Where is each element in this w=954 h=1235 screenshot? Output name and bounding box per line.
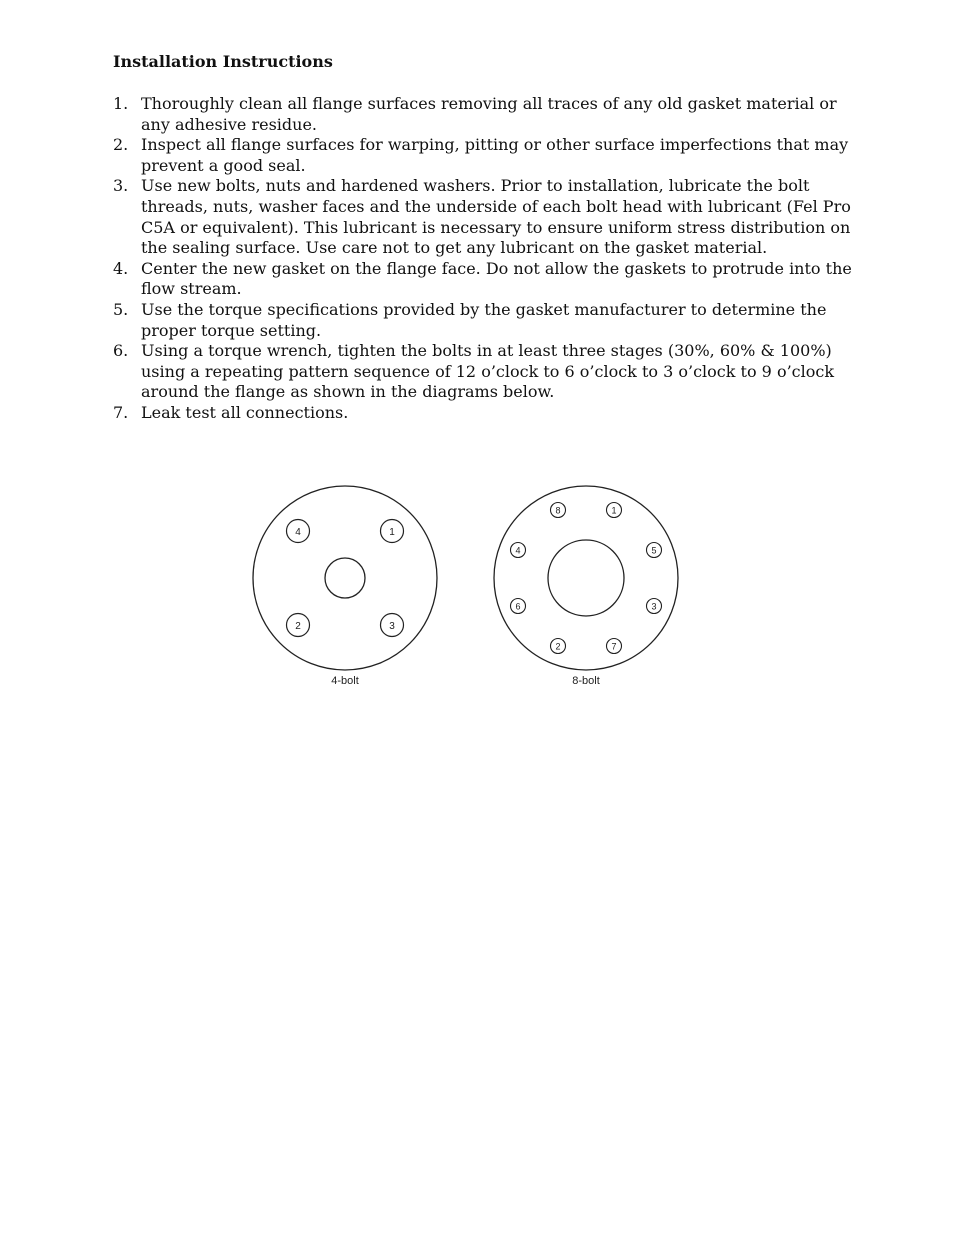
list-item [113,300,858,341]
step-number: 6. [113,341,129,361]
step-text: Use the torque specifications provided by the gasket manufacturer to determine the proper torque setting. [141,299,827,340]
bolt-hole [287,614,310,637]
step-number: 1. [113,94,129,113]
bolt-number: 4 [295,527,301,538]
bolt-hole [287,520,310,543]
bolt-number: 4 [515,545,521,556]
step-text: Thoroughly clean all flange surfaces removing all traces of any old gasket material or any adhesive residue. [141,94,837,134]
four-bolt-flange-diagram [253,486,437,687]
bolt-hole [551,503,566,518]
bolt-hole [647,599,662,614]
list-item [113,135,858,176]
bolt-number: 1 [611,505,617,516]
bolt-hole [551,639,566,654]
eight-bolt-flange-diagram [494,486,678,687]
step-text: Inspect all flange surfaces for warping, pitting or other surface imperfections that may prevent a good seal. [141,135,849,175]
bolt-hole [381,614,404,637]
bolt-number: 2 [555,641,561,652]
step-text: Center the new gasket on the flange face. Do not allow the gaskets to protrude into the flow stream. [141,258,852,299]
list-item [113,94,858,135]
list-item [113,259,858,300]
instruction-list [113,94,858,424]
flange-bore [548,540,624,616]
step-number: 5. [113,299,129,319]
diagram-canvas [240,480,700,695]
bolt-hole [511,599,526,614]
bolt-number: 6 [515,601,521,612]
bolt-hole [511,543,526,558]
bolt-hole [607,639,622,654]
bolt-hole [647,543,662,558]
flange-outline [494,486,678,670]
step-text: Leak test all connections. [141,402,349,422]
diagram-caption: 8-bolt [572,675,600,687]
bolt-number: 3 [389,621,395,632]
bolt-number: 5 [651,545,657,556]
page-title: Installation Instructions [113,52,333,71]
step-number: 7. [113,402,129,422]
bolt-number: 1 [389,527,395,538]
flange-bore [325,558,365,598]
bolt-hole [607,503,622,518]
diagram-caption: 4-bolt [331,675,359,687]
bolt-number: 8 [555,505,561,516]
list-item [113,176,858,258]
step-text: Using a torque wrench, tighten the bolts in at least three stages (30%, 60% & 100%) using a repeating pattern sequence of 12 o’clock to 6 o’clock to 3 o’clock to 9 o’clock around the flange as shown in the diagrams below. [141,341,835,402]
bolt-pattern-diagrams [240,480,700,695]
bolt-number: 2 [295,621,301,632]
flange-outline [253,486,437,670]
step-number: 3. [113,176,129,196]
step-number: 4. [113,258,129,278]
list-item [113,341,858,403]
step-number: 2. [113,135,129,155]
list-item [113,403,858,424]
bolt-number: 3 [651,601,657,612]
step-text: Use new bolts, nuts and hardened washers. Prior to installation, lubricate the bolt threads, nuts, washer faces and the underside of each bolt head with lubricant (Fel Pro C5A or equivalent). This lubricant is necessary to ensure uniform stress distribution on the sealing surface. Use care not to get any lubricant on the gasket material. [141,176,851,258]
bolt-hole [381,520,404,543]
bolt-number: 7 [611,641,617,652]
